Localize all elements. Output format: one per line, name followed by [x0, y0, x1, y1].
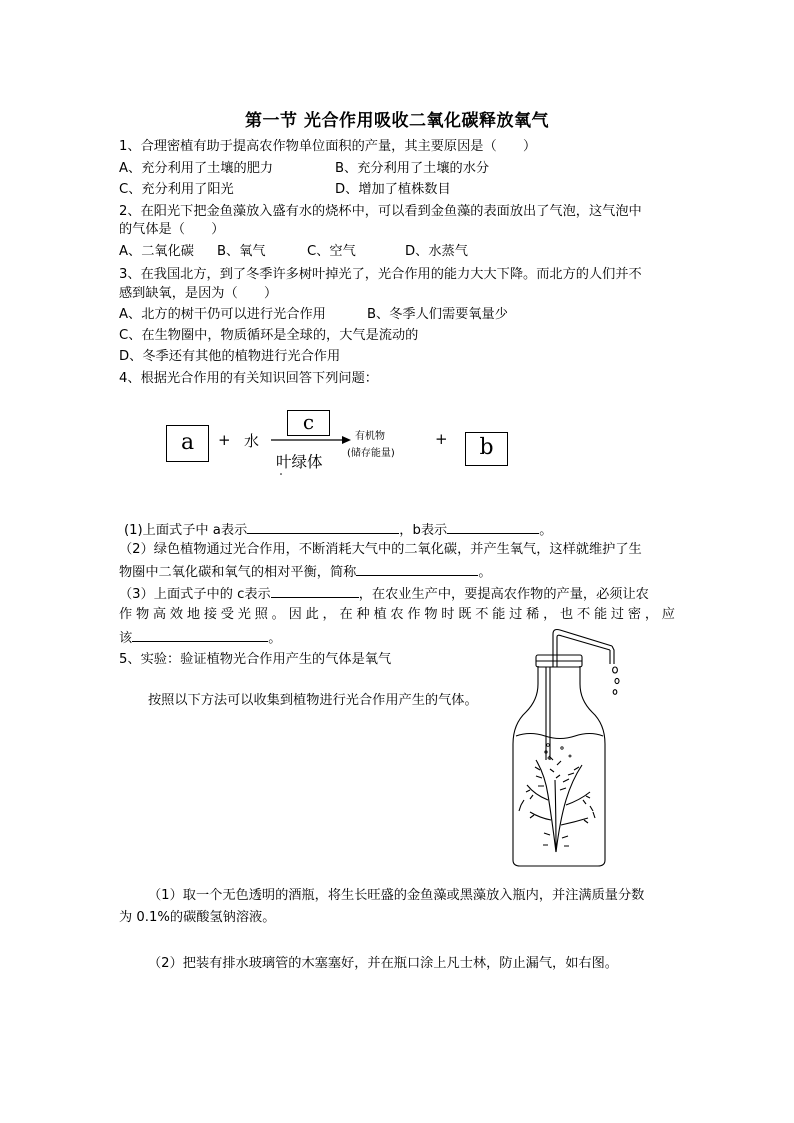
q4-sub1-prefix: (1)上面式子中 a表示	[124, 523, 248, 538]
q2-stem-line2: 的气体是（ ）	[119, 222, 225, 237]
q3-stem-line1: 3、在我国北方，到了冬季许多树叶掉光了，光合作用的能力大大下降。而北方的人们并不	[119, 267, 642, 282]
q4-sub1-blank-b[interactable]	[447, 520, 539, 534]
q1-option-c: C、充分利用了阳光	[119, 182, 234, 197]
q1-option-d: D、增加了植株数目	[335, 182, 451, 197]
q4-sub2-prefix: 物圈中二氧化碳和氧气的相对平衡，简称	[119, 565, 357, 580]
q4-sub2-line1: （2）绿色植物通过光合作用，不断消耗大气中的二氧化碳，并产生氧气，这样就维护了生	[119, 542, 642, 557]
q1-option-a: A、充分利用了土壤的肥力	[119, 161, 274, 176]
equation-box-b: b	[465, 432, 508, 466]
q2-option-d: D、水蒸气	[405, 244, 468, 259]
page-title: 第一节 光合作用吸收二氧化碳释放氧气	[245, 111, 549, 131]
q3-stem-line2: 感到缺氧，是因为（ ）	[119, 286, 278, 301]
q5-step2: （2）把装有排水玻璃管的木塞塞好，并在瓶口涂上凡士林，防止漏气，如右图。	[148, 956, 618, 971]
equation-box-a: a	[166, 425, 209, 462]
q4-sub1-blank-a[interactable]	[247, 520, 399, 534]
q5-intro: 按照以下方法可以收集到植物进行光合作用产生的气体。	[148, 693, 478, 708]
q5-stem: 5、实验：验证植物光合作用产生的气体是氧气	[119, 652, 392, 667]
q1-stem: 1、合理密植有助于提高农作物单位面积的产量，其主要原因是（ ）	[119, 139, 537, 154]
q4-sub3-line2: 作物高效地接受光照。因此，在种植农作物时既不能过稀，也不能过密，应	[119, 607, 675, 622]
q4-sub2-blank[interactable]	[356, 562, 478, 576]
equation-chloroplast: 叶绿体	[276, 453, 323, 471]
q4-sub3-blank-c[interactable]	[271, 584, 359, 598]
q2-option-a: A、二氧化碳	[119, 244, 194, 259]
q4-sub3-suffix: ，在农业生产中，要提高农作物的产量，必须让农	[358, 587, 649, 602]
q2-option-c: C、空气	[307, 244, 356, 259]
q4-sub1	[124, 520, 552, 540]
q3-option-a: A、北方的树干仍可以进行光合作用	[119, 307, 326, 322]
q1-option-b: B、充分利用了土壤的水分	[335, 161, 490, 176]
q4-sub3-prefix: （3）上面式子中的 c表示	[119, 587, 271, 602]
experiment-bottle-illustration	[513, 630, 619, 867]
q2-stem-line1: 2、在阳光下把金鱼藻放入盛有水的烧杯中，可以看到金鱼藻的表面放出了气泡，这气泡中	[119, 204, 642, 219]
q4-sub3-line3-prefix: 该	[119, 631, 133, 646]
q4-sub3-line3-end: 。	[268, 631, 282, 646]
q4-sub3-line1	[119, 584, 649, 604]
equation-product-organic: 有机物	[355, 431, 385, 442]
q4-sub2-end: 。	[478, 565, 492, 580]
q4-sub1-middle: ，b表示	[399, 523, 448, 538]
equation-plus-2: +	[435, 430, 448, 448]
q5-step1-line1: （1）取一个无色透明的酒瓶，将生长旺盛的金鱼藻或黑藻放入瓶内，并注满质量分数	[148, 888, 645, 903]
bubbles	[545, 744, 571, 759]
equation-water: 水	[244, 432, 260, 450]
q2-option-b: B、氧气	[217, 244, 266, 259]
q4-sub3-blank-density[interactable]	[132, 628, 268, 642]
q5-step1-line2: 为 0.1%的碳酸氢钠溶液。	[119, 910, 276, 925]
q4-sub3-line3	[119, 628, 281, 648]
q3-option-b: B、冬季人们需要氧量少	[367, 307, 508, 322]
q3-option-c: C、在生物圈中，物质循环是全球的，大气是流动的	[119, 328, 419, 343]
reaction-arrow	[271, 436, 351, 444]
q3-option-d: D、冬季还有其他的植物进行光合作用	[119, 349, 341, 364]
q4-sub2-line2	[119, 562, 492, 582]
q4-sub1-end: 。	[539, 523, 553, 538]
equation-box-c: c	[287, 410, 330, 436]
equation-plus-1: +	[218, 431, 231, 449]
equation-product-energy: (储存能量)	[347, 448, 395, 459]
q4-stem: 4、根据光合作用的有关知识回答下列问题：	[119, 371, 378, 386]
